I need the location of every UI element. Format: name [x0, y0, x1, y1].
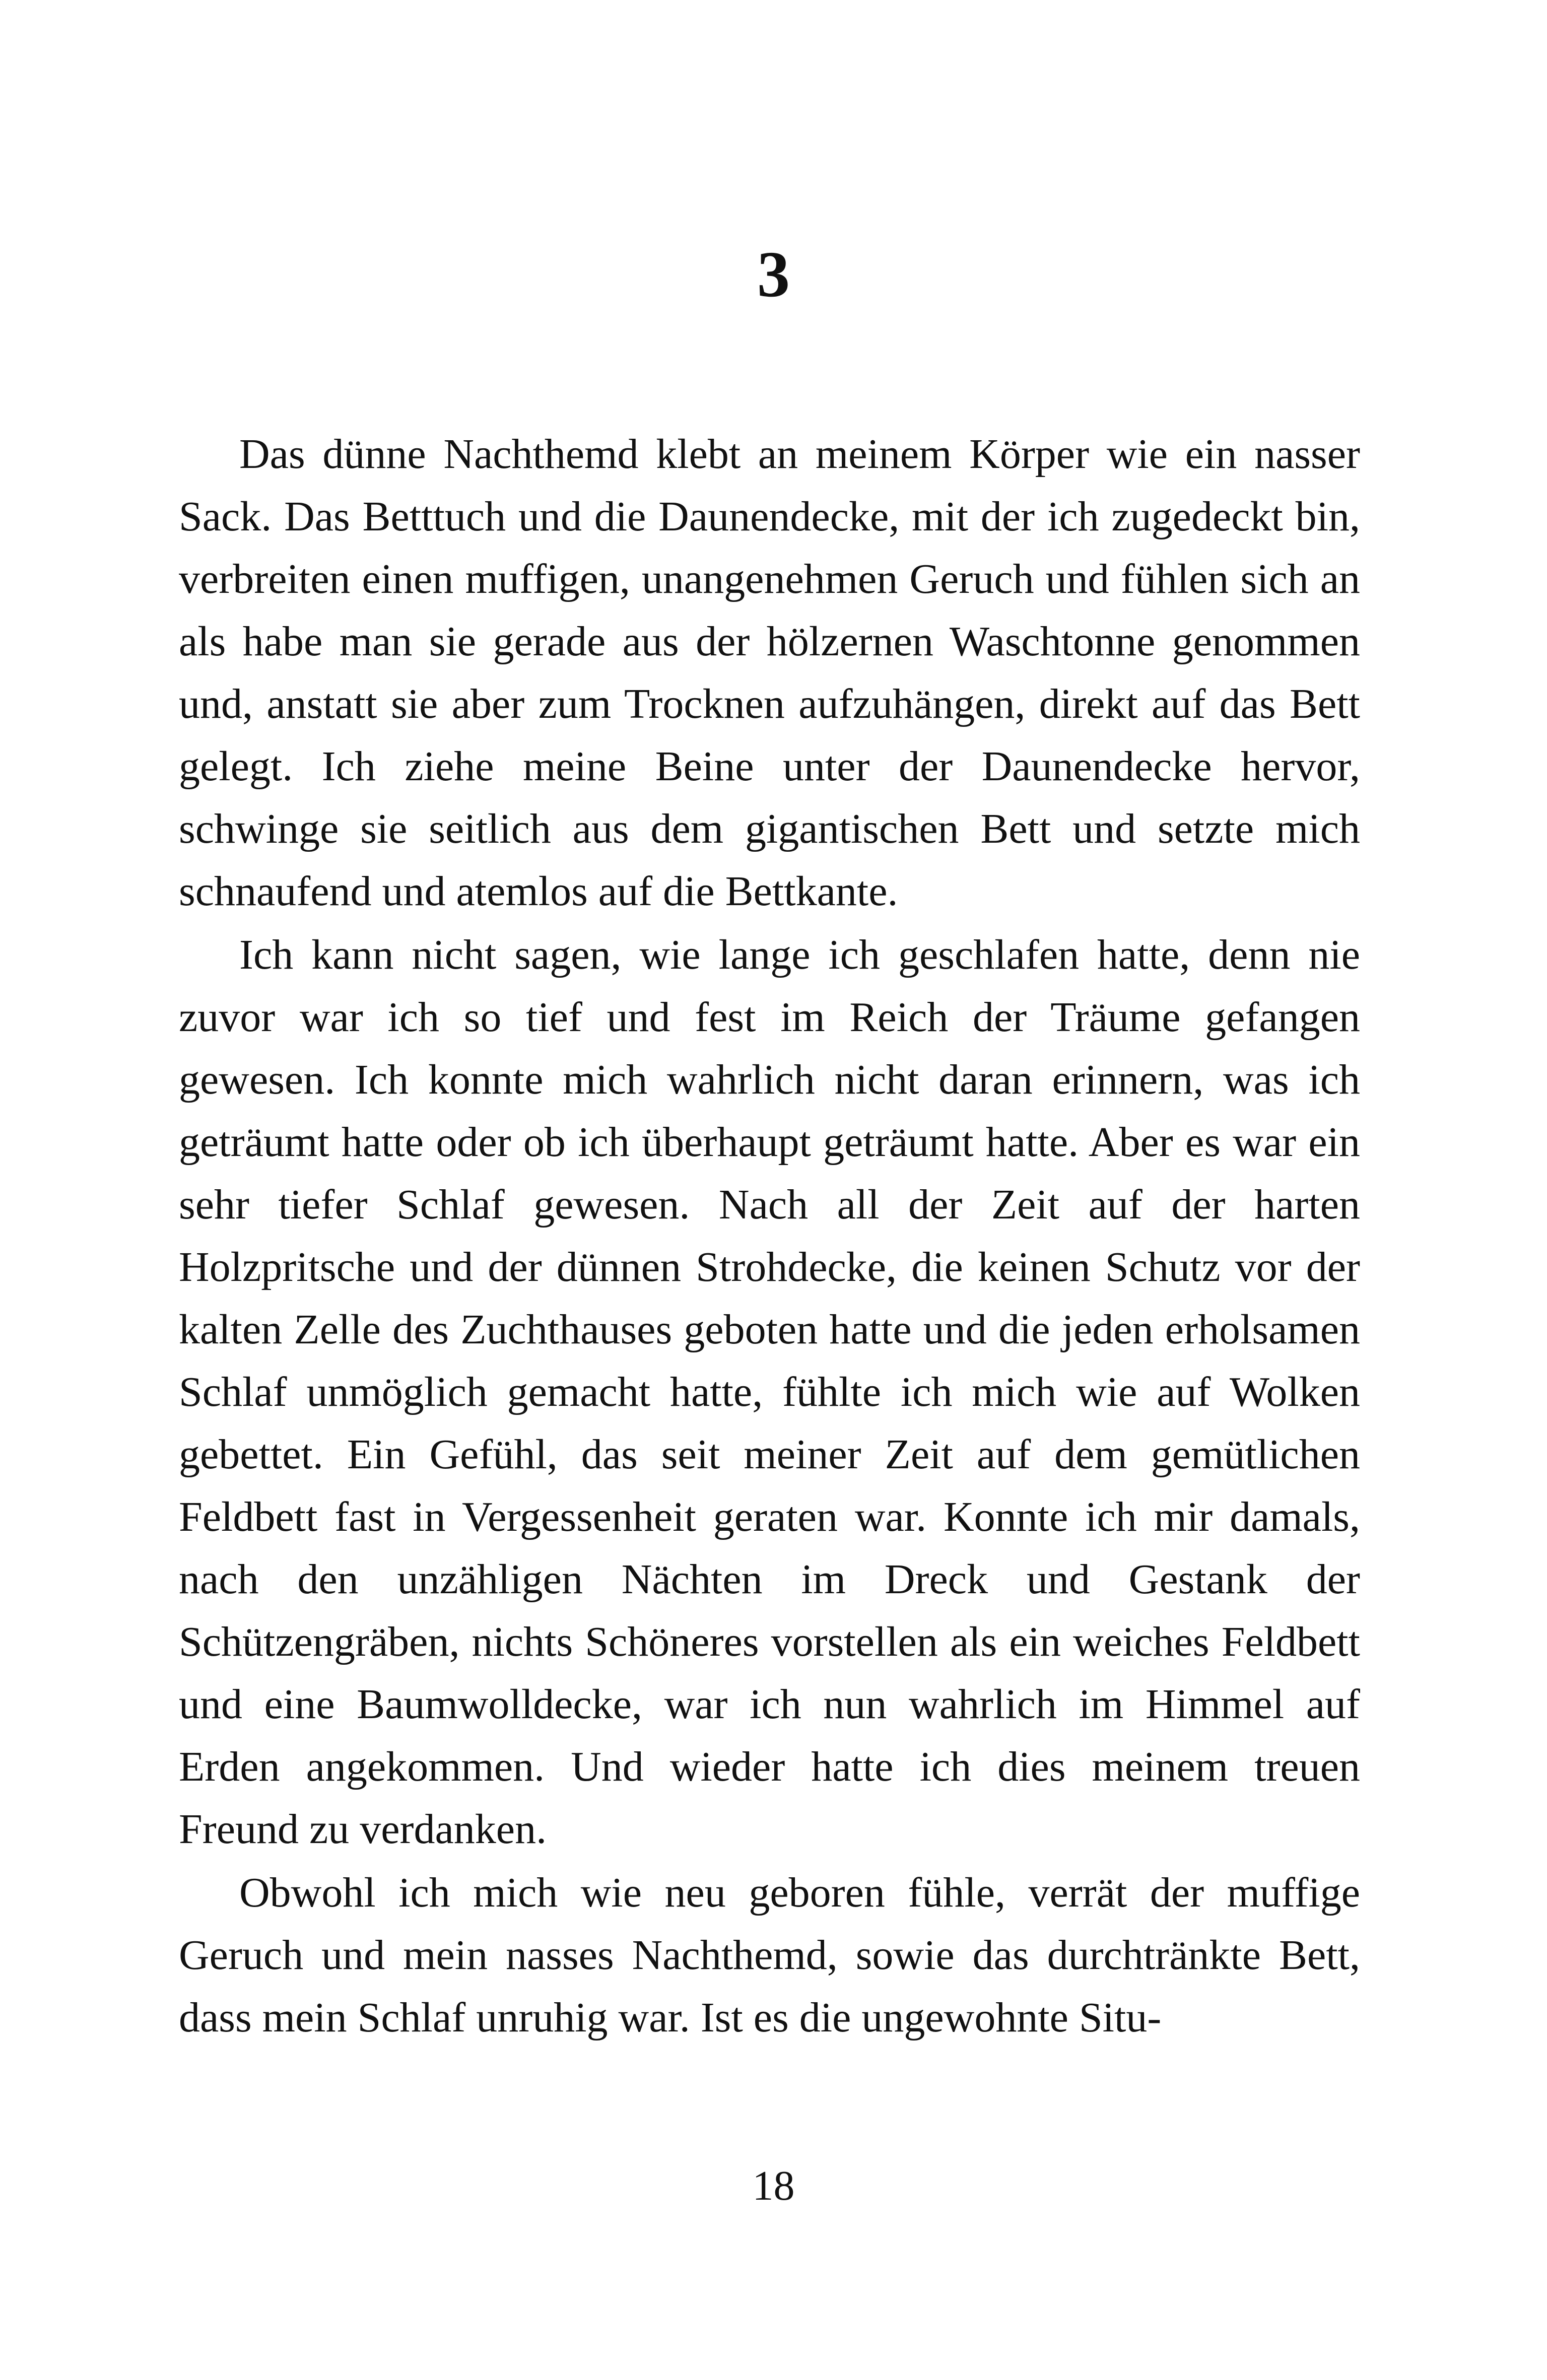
page-number: 18 — [752, 2162, 795, 2209]
paragraph: Ich kann nicht sagen, wie lange ich geschlafen hatte, denn nie zuvor war ich so tief und fest im Reich der Träume gefangen gewesen. Ich konnte mich wahrlich nicht daran erinnern, was ich geträumt hatte oder ob ich überhaupt geträumt hatte. Aber es war ein sehr tiefer Schlaf gewesen. Nach all der Zeit auf der harten Holzpritsche und der dünnen Strohdecke, die keinen Schutz vor der kalten Zelle des Zuchthauses geboten hatte und die jeden erholsamen Schlaf unmöglich gemacht hatte, fühlte ich mich wie auf Wolken gebettet. Ein Gefühl, das seit meiner Zeit auf dem gemütlichen Feldbett fast in Vergessenheit geraten war. Konnte ich mir damals, nach den unzähligen Nächten im Dreck und Gestank der Schützengräben, nichts Schöneres vorstellen als ein weiches Feldbett und eine Baumwolldecke, war ich nun wahrlich im Himmel auf Erden angekommen. Und wieder hatte ich dies meinem treuen Freund zu verdanken. — [179, 931, 1360, 1853]
body-text — [179, 423, 1360, 2050]
chapter-number: 3 — [757, 238, 790, 311]
paragraph: Das dünne Nachthemd klebt an meinem Körper wie ein nasser Sack. Das Betttuch und die Daunendecke, mit der ich zugedeckt bin, verbreiten einen muffigen, unangenehmen Geruch und fühlen sich an als habe man sie gerade aus der hölzernen Waschtonne genommen und, anstatt sie aber zum Trocknen aufzuhängen, direkt auf das Bett gelegt. Ich ziehe meine Beine unter der Daunendecke hervor, schwinge sie seitlich aus dem gigantischen Bett und setzte mich schnaufend und atemlos auf die Bettkante. — [179, 431, 1360, 915]
paragraph: Obwohl ich mich wie neu geboren fühle, verrät der muffige Geruch und mein nasses Nachthemd, sowie das durchtränkte Bett, dass mein Schlaf unruhig war. Ist es die ungewohnte Situ- — [179, 1869, 1360, 2041]
